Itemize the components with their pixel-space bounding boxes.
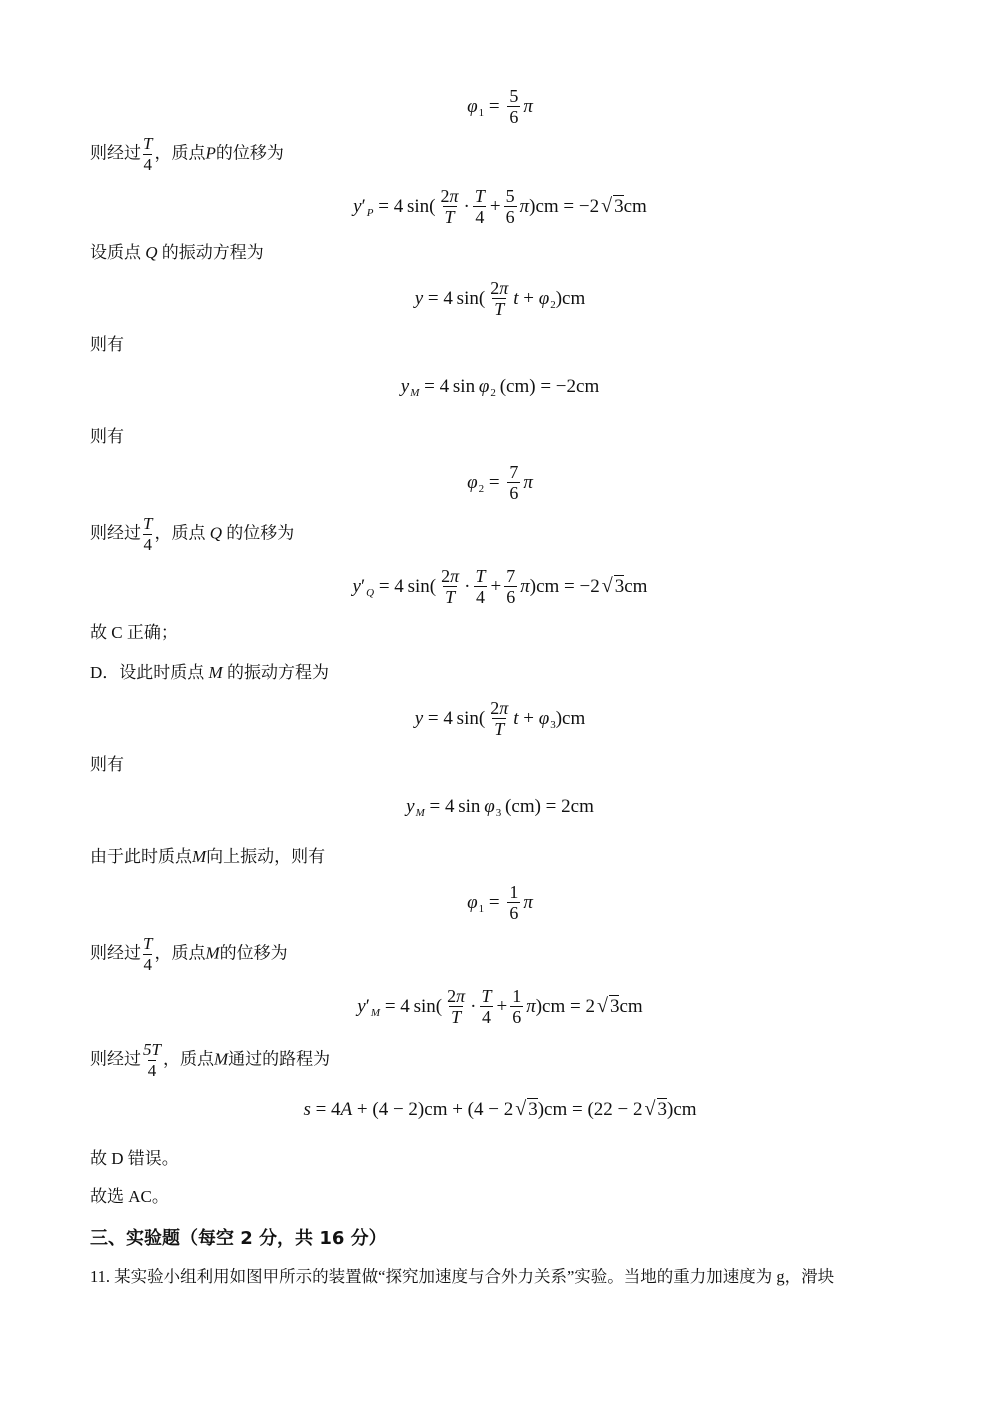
text-after-T4-M: 则经过 $\frac{T}{4}$ ，质点M的位移为: [90, 934, 288, 974]
equation-yP-prime: y ′ P = 4 sin( $\frac{2\pi}{T}$ · $\frac{T}{4}$ + $\frac{5}{6}$ π )cm = −2 √ 3 cm: [353, 186, 647, 227]
equation-y-phi2: y = 4 sin( $\frac{2\pi}{T}$ t + φ 2 )cm: [414, 278, 586, 319]
question-11: 11. 某实验小组利用如图甲所示的装置做“探究加速度与合外力关系”实验。当地的重力加速度为 g，滑块: [90, 1267, 835, 1286]
equation-yM-prime: y ′ M = 4 sin( $\frac{2\pi}{T}$ · $\frac{T}{4}$ + $\frac{1}{6}$ π )cm = 2 √ 3 cm: [357, 986, 643, 1027]
text-d-wrong: 故 D 错误。: [90, 1149, 179, 1168]
text-then-have-2: 则有: [90, 427, 124, 446]
text-choose-ac: 故选 AC。: [90, 1187, 169, 1206]
equation-phi2-7-6: φ 2 = $\frac{7}{6}$ π: [467, 462, 533, 503]
equation-path-s: s = 4 A + (4 − 2)cm + (4 − 2 √ 3 )cm = (22 − 2 √ 3 )cm: [303, 1098, 697, 1120]
section-heading: 三、实验题（每空 2 分，共 16 分）: [90, 1228, 387, 1249]
equation-phi1-1-6: φ 1 = $\frac{1}{6}$ π: [467, 882, 533, 923]
text-set-Q: 设质点 Q 的振动方程为: [90, 243, 264, 262]
text-d-intro: D．设此时质点 M 的振动方程为: [90, 663, 329, 682]
text-m-up: 由于此时质点M向上振动，则有: [90, 847, 326, 866]
text-after-5T4: 则经过 $\frac{5T}{4}$ ，质点M通过的路程为: [90, 1040, 331, 1080]
text-c-correct: 故 C 正确；: [90, 623, 178, 642]
text-then-have-3: 则有: [90, 755, 124, 774]
equation-y-phi3: y = 4 sin( $\frac{2\pi}{T}$ t + φ 3 )cm: [414, 698, 586, 739]
equation-yM-phi2: y M = 4 sin φ 2 (cm) = −2cm: [400, 376, 600, 399]
text-then-have-1: 则有: [90, 335, 124, 354]
equation-yQ-prime: y ′ Q = 4 sin( $\frac{2\pi}{T}$ · $\frac{T}{4}$ + $\frac{7}{6}$ π )cm = −2 √ 3 cm: [352, 566, 648, 607]
text-after-T4-P: 则经过 $\frac{T}{4}$ ，质点P的位移为: [90, 134, 284, 174]
equation-yM-phi3: y M = 4 sin φ 3 (cm) = 2cm: [406, 796, 594, 819]
text-after-T4-Q: 则经过 $\frac{T}{4}$ ，质点 Q 的位移为: [90, 514, 295, 554]
equation-phi1-5-6: φ 1 = $\frac{5}{6}$ π: [467, 86, 533, 127]
